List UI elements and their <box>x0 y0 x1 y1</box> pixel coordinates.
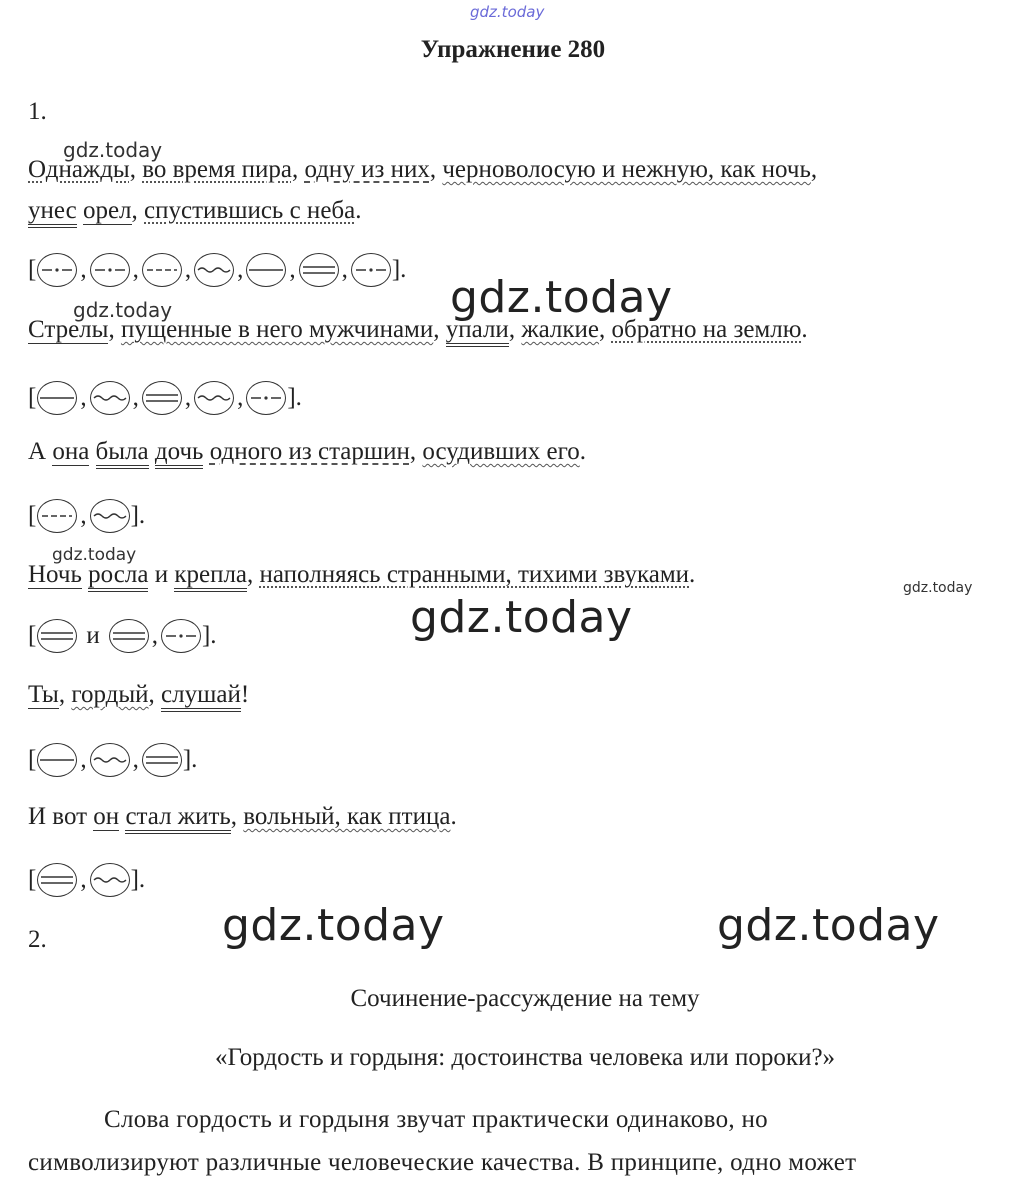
schema-comma: , <box>132 384 139 411</box>
schema-close-bracket: ]. <box>130 866 146 893</box>
sentence-text: . <box>801 316 808 343</box>
attribute-circle <box>90 743 130 777</box>
schema-4 <box>28 616 217 656</box>
schema-comma: , <box>289 256 296 283</box>
schema-comma: , <box>80 502 87 529</box>
schema-open-bracket: [ <box>28 622 37 649</box>
adverbial-circle <box>90 253 130 287</box>
watermark-small: gdz.today <box>52 545 137 565</box>
sentence-1-line-1 <box>28 156 817 184</box>
sentence-text: , <box>129 156 143 183</box>
sentence-text: , <box>230 803 244 830</box>
predicate-circle <box>142 381 182 415</box>
sentence-part: Однажды <box>28 156 130 183</box>
sentence-4 <box>28 561 695 589</box>
sentence-text: . <box>450 803 457 830</box>
sentence-part: жалкие <box>521 316 600 343</box>
schema-1 <box>28 250 406 290</box>
sentence-text: . <box>579 438 586 465</box>
page-title: Упражнение 280 <box>420 36 606 63</box>
sentence-part: слушай <box>161 681 241 712</box>
sentence-part: Ты <box>28 681 59 708</box>
sentence-5 <box>28 681 249 709</box>
predicate-circle <box>109 619 149 653</box>
section-number: 1. <box>28 98 47 125</box>
sentence-part: спустившись с неба <box>144 197 356 224</box>
sentence-part: она <box>52 438 90 465</box>
adverbial-circle <box>37 253 77 287</box>
sentence-text: , <box>599 316 612 343</box>
sentence-part: вольный, как птица <box>243 803 451 830</box>
sentence-part: одну из них <box>304 156 430 183</box>
essay-paragraph-line: символизируют различные человеческие качества. В принципе, одно может <box>28 1149 857 1176</box>
sentence-part: гордый <box>71 681 149 708</box>
object-circle <box>142 253 182 287</box>
subject-circle <box>37 743 77 777</box>
schema-2 <box>28 378 302 418</box>
object-circle <box>37 499 77 533</box>
sentence-part: орел <box>82 197 132 224</box>
schema-comma: , <box>132 746 139 773</box>
sentence-2 <box>28 316 808 344</box>
schema-comma: , <box>80 746 87 773</box>
sentence-text: ! <box>240 681 250 708</box>
sentence-text: , <box>429 156 443 183</box>
sentence-text: , <box>148 681 162 708</box>
sentence-part: пущенные в него мужчинами <box>120 316 434 343</box>
watermark-small: gdz.today <box>73 298 173 322</box>
sentence-text: , <box>291 156 305 183</box>
sentence-3 <box>28 438 586 466</box>
sentence-text: , <box>433 316 446 343</box>
sentence-part: во время пира <box>142 156 292 183</box>
section-number: 2. <box>28 926 47 953</box>
watermark-top: gdz.today <box>470 3 545 21</box>
subject-circle <box>246 253 286 287</box>
watermark-large: gdz.today <box>450 272 673 323</box>
watermark-large: gdz.today <box>410 592 633 643</box>
schema-comma: , <box>80 384 87 411</box>
schema-comma: , <box>80 256 87 283</box>
sentence-part: обратно на землю <box>611 316 802 343</box>
schema-close-bracket: ]. <box>130 502 146 529</box>
attribute-circle <box>90 381 130 415</box>
sentence-part: он <box>93 803 120 830</box>
predicate-circle <box>142 743 182 777</box>
watermark-small: gdz.today <box>63 138 163 162</box>
sentence-1-line-2 <box>28 197 361 225</box>
sentence-text <box>149 438 155 465</box>
subject-circle <box>37 381 77 415</box>
sentence-part: крепла <box>174 561 247 592</box>
sentence-text: , <box>810 156 818 183</box>
schema-comma: , <box>237 384 244 411</box>
schema-comma: , <box>151 622 158 649</box>
predicate-circle <box>37 863 77 897</box>
sentence-part: Стрелы <box>28 316 109 343</box>
sentence-text: , <box>409 438 423 465</box>
watermark-large: gdz.today <box>717 900 940 951</box>
schema-comma: , <box>80 866 87 893</box>
schema-open-bracket: [ <box>28 502 37 529</box>
essay-topic: «Гордость и гордыня: достоинства человека или пороки?» <box>214 1044 836 1071</box>
sentence-text: , <box>108 316 121 343</box>
schema-open-bracket: [ <box>28 256 37 283</box>
sentence-part: была <box>96 438 149 469</box>
schema-close-bracket: ]. <box>182 746 198 773</box>
watermark-large: gdz.today <box>222 900 445 951</box>
schema-comma: , <box>184 384 192 411</box>
sentence-text: А <box>28 438 53 465</box>
schema-3 <box>28 496 145 536</box>
schema-comma: , <box>132 256 139 283</box>
sentence-part: росла <box>88 561 148 592</box>
schema-close-bracket: ]. <box>287 384 302 411</box>
adverbial-circle <box>246 381 286 415</box>
sentence-text <box>89 438 95 465</box>
schema-close-bracket: ]. <box>391 256 407 283</box>
sentence-text: . <box>355 197 362 224</box>
adverbial-circle <box>351 253 391 287</box>
sentence-part: стал жить <box>125 803 230 834</box>
schema-comma: , <box>184 256 192 283</box>
schema-close-bracket: ]. <box>201 622 217 649</box>
attribute-circle <box>194 253 234 287</box>
schema-open-bracket: [ <box>28 746 37 773</box>
sentence-part: унес <box>28 197 77 228</box>
schema-comma: , <box>237 256 244 283</box>
schema-open-bracket: [ <box>28 866 37 893</box>
sentence-part: упали <box>446 316 509 347</box>
predicate-circle <box>37 619 77 653</box>
sentence-text: , <box>508 316 522 343</box>
sentence-6 <box>28 803 457 831</box>
adverbial-circle <box>161 619 201 653</box>
attribute-circle <box>90 863 130 897</box>
essay-heading: Сочинение-рассуждение на тему <box>350 985 700 1012</box>
schema-conjunction: и <box>86 622 100 649</box>
predicate-circle <box>299 253 339 287</box>
sentence-text: , <box>247 561 260 588</box>
watermark-tiny: gdz.today <box>903 580 973 596</box>
schema-6 <box>28 860 145 900</box>
sentence-part: Ночь <box>28 561 82 588</box>
schema-open-bracket: [ <box>28 384 37 411</box>
sentence-part: наполняясь странными, тихими звуками <box>259 561 690 588</box>
sentence-part: одного из старшин <box>209 438 410 465</box>
sentence-part: осудивших его <box>422 438 580 465</box>
schema-comma: , <box>341 256 348 283</box>
sentence-text: и <box>148 561 175 588</box>
sentence-part: черноволосую и нежную, как ночь <box>442 156 811 183</box>
attribute-circle <box>194 381 234 415</box>
essay-paragraph-line: Слова гордость и гордыня звучат практически одинаково, но <box>104 1106 768 1133</box>
sentence-text: , <box>58 681 72 708</box>
sentence-text: , <box>131 197 145 224</box>
schema-5 <box>28 740 197 780</box>
sentence-text: И вот <box>28 803 94 830</box>
sentence-part: дочь <box>155 438 204 469</box>
attribute-circle <box>90 499 130 533</box>
sentence-text: . <box>689 561 696 588</box>
